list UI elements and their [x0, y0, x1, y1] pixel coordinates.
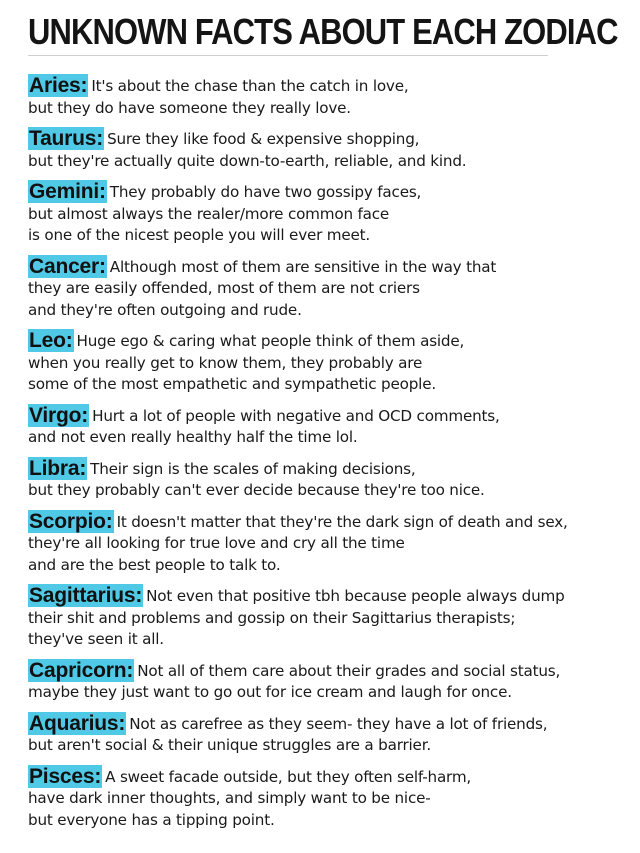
entry-line — [28, 584, 633, 608]
entry-line — [28, 74, 633, 98]
zodiac-sign-label: Cancer: — [29, 254, 106, 278]
entry-line — [28, 712, 633, 736]
zodiac-entry — [28, 74, 633, 119]
zodiac-sign-label: Aquarius: — [29, 711, 126, 735]
entry-text: Not even that positive tbh because people always dump — [146, 587, 565, 605]
entry-line — [28, 457, 633, 481]
entry-line — [28, 810, 633, 832]
entry-line — [28, 682, 633, 704]
entry-text: have dark inner thoughts, and simply want to be nice- — [28, 789, 431, 807]
entry-line — [28, 765, 633, 789]
entry-line — [28, 255, 633, 279]
entry-text: They probably do have two gossipy faces, — [109, 183, 422, 201]
entry-text: and are the best people to talk to. — [28, 555, 281, 574]
zodiac-entry — [28, 584, 633, 651]
zodiac-entry — [28, 404, 633, 449]
zodiac-sign-label: Pisces: — [29, 764, 102, 788]
entry-text: and they're often outgoing and rude. — [28, 300, 302, 319]
entry-line — [28, 427, 633, 449]
zodiac-sign-label: Gemini: — [29, 180, 106, 203]
zodiac-entry — [28, 457, 633, 502]
entry-text: is one of the nicest people you will ever meet. — [28, 226, 371, 244]
entry-line — [28, 608, 633, 630]
zodiac-sign-label: Scorpio: — [29, 509, 113, 533]
entry-text: A sweet facade outside, but they often self-harm, — [105, 767, 472, 786]
entry-text: when you really get to know them, they probably are — [28, 353, 423, 372]
entry-line — [28, 225, 633, 247]
entry-line — [28, 98, 633, 120]
entry-text: Sure they like food & expensive shopping, — [107, 130, 420, 148]
zodiac-entry — [28, 127, 633, 172]
entry-text: maybe they just want to go out for ice cream and laugh for once. — [28, 683, 512, 701]
entry-line — [28, 510, 633, 534]
entry-text: and not even really healthy half the time lol. — [28, 428, 358, 446]
entry-text: but they do have someone they really love. — [28, 98, 351, 117]
zodiac-entry — [28, 329, 633, 396]
zodiac-entry — [28, 712, 633, 757]
entry-text: Hurt a lot of people with negative and OCD comments, — [92, 406, 500, 425]
entry-text: they're all looking for true love and cry all the time — [28, 534, 405, 552]
entry-text: they are easily offended, most of them are not criers — [28, 279, 420, 297]
zodiac-sign-label: Sagittarius: — [29, 584, 143, 607]
entry-line — [28, 180, 633, 204]
zodiac-sign-label: Taurus: — [29, 127, 104, 150]
zodiac-sign-label: Virgo: — [29, 403, 89, 427]
entry-line — [28, 151, 633, 173]
entry-text: Not all of them care about their grades and social status, — [137, 661, 561, 680]
zodiac-sign-label: Aries: — [29, 74, 88, 97]
entry-text: they've seen it all. — [28, 630, 164, 648]
entry-text: but almost always the realer/more common face — [28, 204, 390, 223]
zodiac-entry — [28, 765, 633, 832]
page-title: UNKNOWN FACTS ABOUT EACH ZODIAC — [28, 11, 618, 52]
zodiac-entries-list — [28, 74, 633, 831]
entry-line — [28, 278, 633, 300]
entry-line — [28, 300, 633, 322]
zodiac-sign-label: Libra: — [29, 456, 87, 480]
title-divider — [28, 55, 548, 56]
entry-line — [28, 533, 633, 555]
entry-text: Their sign is the scales of making decisions, — [90, 459, 416, 478]
zodiac-entry — [28, 659, 633, 704]
entry-line — [28, 374, 633, 396]
entry-line — [28, 735, 633, 757]
entry-line — [28, 659, 633, 683]
entry-line — [28, 353, 633, 375]
entry-text: Although most of them are sensitive in the way that — [109, 257, 497, 276]
entry-line — [28, 555, 633, 577]
zodiac-entry — [28, 510, 633, 577]
entry-line — [28, 788, 633, 810]
zodiac-entry — [28, 180, 633, 247]
entry-line — [28, 480, 633, 502]
zodiac-sign-label: Leo: — [29, 329, 73, 352]
entry-line — [28, 127, 633, 151]
zodiac-entry — [28, 255, 633, 322]
entry-line — [28, 629, 633, 651]
entry-text: their shit and problems and gossip on their Sagittarius therapists; — [28, 608, 516, 627]
zodiac-sign-label: Capricorn: — [29, 658, 134, 682]
entry-text: but they're actually quite down-to-earth, reliable, and kind. — [28, 151, 467, 170]
entry-text: Huge ego & caring what people think of them aside, — [76, 332, 465, 350]
entry-line — [28, 404, 633, 428]
entry-text: Not as carefree as they seem- they have a lot of friends, — [129, 714, 548, 733]
entry-text: It's about the chase than the catch in love, — [91, 77, 409, 95]
entry-line — [28, 329, 633, 353]
entry-text: but they probably can't ever decide because they're too nice. — [28, 481, 485, 499]
entry-text: but aren't social & their unique struggles are a barrier. — [28, 736, 431, 754]
entry-text: It doesn't matter that they're the dark sign of death and sex, — [116, 512, 568, 531]
entry-text: some of the most empathetic and sympathetic people. — [28, 375, 436, 393]
entry-text: but everyone has a tipping point. — [28, 810, 275, 829]
entry-line — [28, 204, 633, 226]
